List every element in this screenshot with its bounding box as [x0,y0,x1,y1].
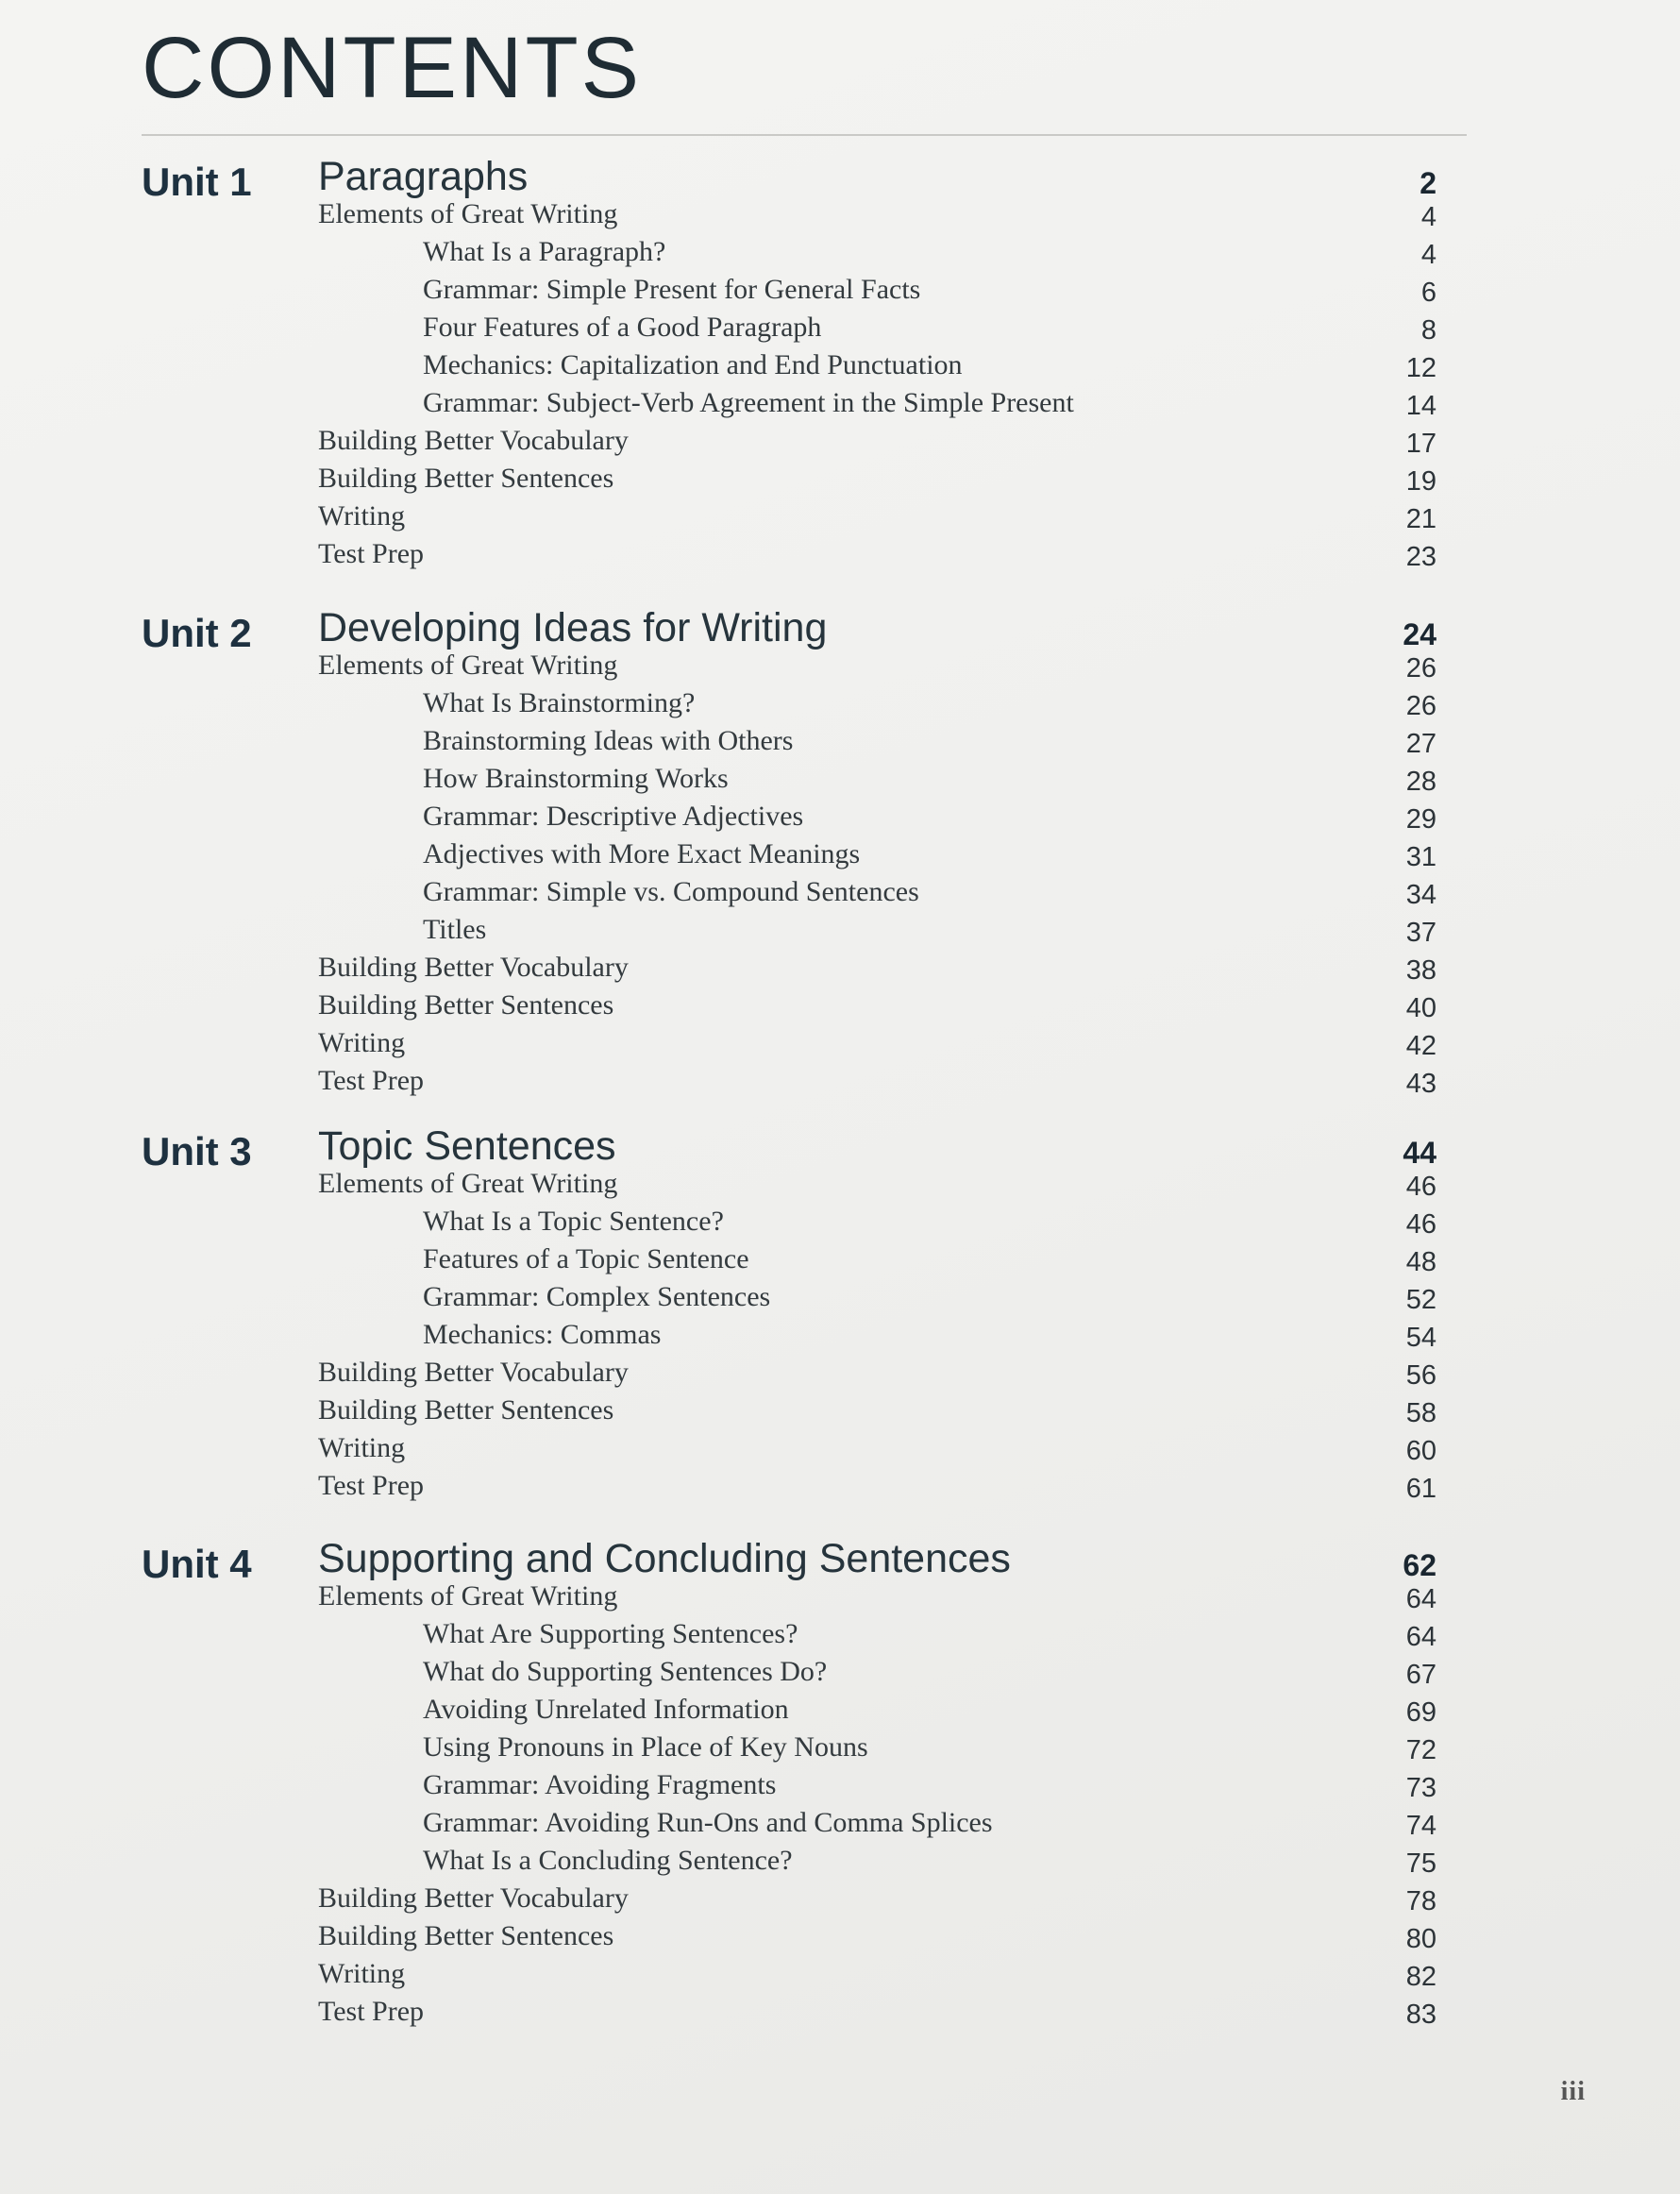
unit-entry-list [0,196,1680,574]
toc-entry-page: 4 [1420,240,1436,270]
unit-label: Unit 4 [142,1542,252,1586]
toc-entry-page: 60 [1405,1436,1436,1466]
toc-entry-label: Writing [318,500,406,532]
unit-page-number: 2 [1420,166,1436,200]
toc-entry-page: 14 [1405,391,1436,421]
toc-entry-page: 26 [1405,653,1436,684]
toc-entry-label: Features of a Topic Sentence [423,1243,749,1274]
toc-entry-label: Building Better Vocabulary [318,1357,629,1388]
toc-entry-page: 8 [1420,315,1436,346]
toc-entry [0,1241,1680,1279]
toc-entry [0,1166,1680,1204]
toc-entry-page: 21 [1405,504,1436,534]
toc-entry-page: 64 [1405,1584,1436,1614]
toc-entry [0,1578,1680,1616]
toc-entry [0,1392,1680,1430]
toc-entry [0,498,1680,536]
toc-entry [0,1355,1680,1392]
page-title: CONTENTS [142,20,642,116]
unit-title: Supporting and Concluding Sentences [318,1536,1011,1581]
unit-label: Unit 3 [142,1129,252,1173]
toc-entry-label: Elements of Great Writing [318,198,618,229]
toc-entry-label: How Brainstorming Works [423,763,729,794]
toc-entry [0,1430,1680,1468]
toc-entry-label: Grammar: Avoiding Run-Ons and Comma Splices [423,1807,993,1838]
toc-entry [0,836,1680,874]
toc-entry-label: Test Prep [318,1996,425,2027]
toc-entry-label: Building Better Sentences [318,989,614,1021]
toc-entry-page: 46 [1405,1209,1436,1240]
toc-entry [0,1317,1680,1355]
toc-entry [0,1767,1680,1805]
toc-entry [0,1654,1680,1692]
toc-entry [0,723,1680,761]
toc-entry-page: 4 [1420,202,1436,232]
toc-entry-page: 19 [1405,466,1436,497]
unit-label: Unit 2 [142,611,252,655]
toc-entry-page: 37 [1405,918,1436,948]
unit-entry-list [0,1578,1680,2032]
toc-entry [0,648,1680,685]
toc-entry [0,385,1680,423]
unit-page-number: 62 [1403,1548,1436,1582]
toc-entry-label: Brainstorming Ideas with Others [423,725,794,756]
toc-entry-label: Mechanics: Commas [423,1319,662,1350]
toc-entry [0,536,1680,574]
toc-entry-label: Adjectives with More Exact Meanings [423,838,861,869]
toc-entry-label: Grammar: Avoiding Fragments [423,1769,777,1800]
toc-entry-label: Elements of Great Writing [318,1580,618,1612]
toc-entry [0,272,1680,310]
toc-entry [0,1204,1680,1241]
unit-page-number: 44 [1403,1136,1436,1170]
toc-entry-label: What Is Brainstorming? [423,687,696,718]
toc-entry-page: 78 [1405,1886,1436,1916]
toc-entry-page: 69 [1405,1697,1436,1728]
toc-entry-label: Elements of Great Writing [318,1168,618,1199]
unit-title: Developing Ideas for Writing [318,605,828,650]
toc-entry-label: Building Better Vocabulary [318,425,629,456]
toc-entry [0,1279,1680,1317]
toc-entry-label: Titles [423,914,487,945]
toc-entry [0,761,1680,799]
toc-entry-page: 12 [1405,353,1436,383]
toc-entry-label: Test Prep [318,538,425,569]
toc-entry-page: 31 [1405,842,1436,872]
toc-entry-page: 48 [1405,1247,1436,1277]
toc-entry-page: 83 [1405,2000,1436,2030]
toc-entry-page: 74 [1405,1811,1436,1841]
toc-entry [0,461,1680,498]
toc-entry-label: Writing [318,1432,406,1463]
toc-entry-label: Building Better Vocabulary [318,952,629,983]
toc-entry-label: Building Better Sentences [318,1920,614,1951]
toc-entry [0,912,1680,950]
toc-entry [0,685,1680,723]
toc-entry [0,423,1680,461]
toc-entry [0,1918,1680,1956]
unit-entry-list [0,648,1680,1101]
unit-page-number: 24 [1403,617,1436,651]
toc-entry-page: 80 [1405,1924,1436,1954]
toc-entry-page: 34 [1405,880,1436,910]
toc-entry-page: 58 [1405,1398,1436,1428]
toc-entry-label: Grammar: Simple Present for General Facts [423,274,921,305]
toc-entry-label: Four Features of a Good Paragraph [423,312,822,343]
toc-entry-page: 40 [1405,993,1436,1023]
toc-entry-page: 75 [1405,1848,1436,1879]
toc-entry-page: 56 [1405,1360,1436,1391]
toc-entry-page: 64 [1405,1622,1436,1652]
toc-entry-page: 38 [1405,955,1436,986]
toc-entry-page: 72 [1405,1735,1436,1765]
toc-entry [0,1692,1680,1730]
toc-entry-page: 26 [1405,691,1436,721]
toc-entry [0,196,1680,234]
toc-entry-page: 67 [1405,1660,1436,1690]
toc-entry-page: 42 [1405,1031,1436,1061]
toc-entry [0,234,1680,272]
toc-entry-page: 28 [1405,767,1436,797]
toc-entry-page: 6 [1420,278,1436,308]
toc-entry-label: Building Better Sentences [318,1394,614,1426]
toc-entry-label: What Is a Concluding Sentence? [423,1845,793,1876]
toc-entry-page: 73 [1405,1773,1436,1803]
toc-entry-label: Writing [318,1027,406,1058]
toc-entry-label: Elements of Great Writing [318,650,618,681]
toc-entry [0,1063,1680,1101]
page-number: iii [1560,2077,1586,2106]
unit-entry-list [0,1166,1680,1506]
toc-entry [0,1616,1680,1654]
toc-entry-page: 52 [1405,1285,1436,1315]
toc-entry-label: Avoiding Unrelated Information [423,1694,789,1725]
toc-entry-label: What Is a Topic Sentence? [423,1206,724,1237]
toc-entry-page: 17 [1405,429,1436,459]
toc-entry [0,1843,1680,1881]
toc-entry [0,1956,1680,1994]
toc-entry-label: Using Pronouns in Place of Key Nouns [423,1731,868,1763]
unit-title: Topic Sentences [318,1123,616,1169]
toc-entry-label: Grammar: Subject-Verb Agreement in the Simple Present [423,387,1074,418]
toc-entry [0,950,1680,987]
toc-entry-label: What Are Supporting Sentences? [423,1618,798,1649]
toc-entry-page: 82 [1405,1962,1436,1992]
toc-entry [0,799,1680,836]
toc-entry-label: Test Prep [318,1470,425,1501]
unit-title: Paragraphs [318,154,529,199]
toc-entry-page: 46 [1405,1172,1436,1202]
toc-entry [0,1805,1680,1843]
toc-entry [0,310,1680,347]
toc-entry-label: Test Prep [318,1065,425,1096]
toc-entry-page: 23 [1405,542,1436,572]
toc-entry [0,1025,1680,1063]
toc-entry-label: Grammar: Complex Sentences [423,1281,771,1312]
toc-entry-label: Writing [318,1958,406,1989]
toc-entry [0,347,1680,385]
title-divider [142,134,1467,136]
toc-entry-label: Building Better Sentences [318,463,614,494]
toc-entry-page: 27 [1405,729,1436,759]
toc-entry-label: Building Better Vocabulary [318,1882,629,1914]
toc-entry-label: Mechanics: Capitalization and End Punctuation [423,349,963,380]
toc-entry-label: What Is a Paragraph? [423,236,666,267]
toc-entry-label: What do Supporting Sentences Do? [423,1656,828,1687]
toc-entry [0,874,1680,912]
toc-entry-page: 54 [1405,1323,1436,1353]
toc-entry [0,1994,1680,2032]
unit-label: Unit 1 [142,160,252,204]
toc-entry-label: Grammar: Simple vs. Compound Sentences [423,876,919,907]
toc-entry-page: 29 [1405,804,1436,835]
toc-entry [0,1468,1680,1506]
toc-entry [0,987,1680,1025]
toc-entry-label: Grammar: Descriptive Adjectives [423,801,804,832]
toc-entry [0,1881,1680,1918]
toc-entry-page: 61 [1405,1474,1436,1504]
toc-entry [0,1730,1680,1767]
toc-entry-page: 43 [1405,1069,1436,1099]
